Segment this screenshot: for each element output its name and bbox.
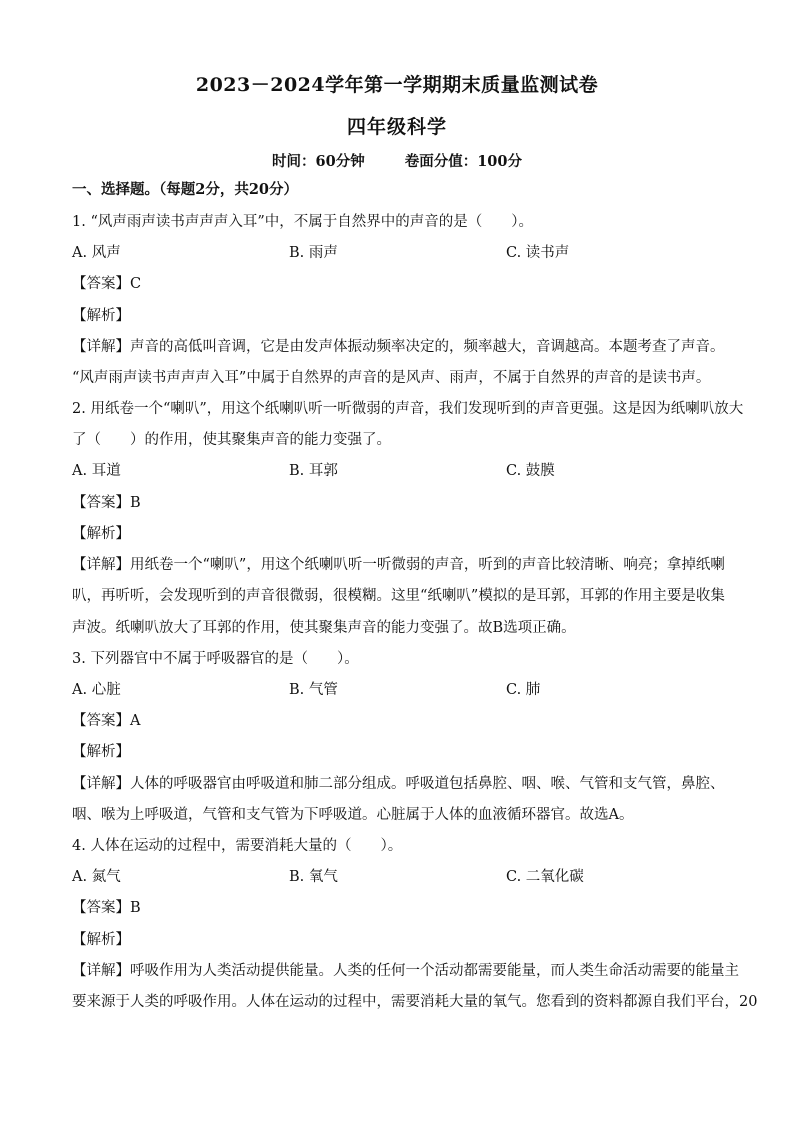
q2-stem-line: 2. 用纸卷一个“喇叭”，用这个纸喇叭听一听微弱的声音，我们发现听到的声音更强。这是因为纸喇叭放大 xyxy=(72,401,744,417)
exam-time: 时间：60分钟 xyxy=(272,153,365,170)
q4-option-c: C. 二氧化碳 xyxy=(506,869,584,885)
q2-detail-line: 【详解】用纸卷一个“喇叭”，用这个纸喇叭听一听微弱的声音，听到的声音比较清晰、响亮；拿掉纸喇 xyxy=(72,557,725,573)
q1-detail-line: “风声雨声读书声声声入耳”中属于自然界的声音的是风声、雨声，不属于自然界的声音的是读书声。 xyxy=(72,370,711,386)
q3-option-a: A. 心脏 xyxy=(72,682,121,698)
q2-answer: 【答案】B xyxy=(72,495,141,511)
q4-stem: 4. 人体在运动的过程中，需要消耗大量的（ ）。 xyxy=(72,838,403,854)
q3-analysis: 【解析】 xyxy=(72,744,130,760)
q4-option-b: B. 氧气 xyxy=(289,869,338,885)
q1-option-a: A. 风声 xyxy=(72,245,121,261)
q2-detail-line: 声波。纸喇叭放大了耳郭的作用，使其聚集声音的能力变强了。故B选项正确。 xyxy=(72,620,576,636)
q1-stem: 1. “风声雨声读书声声声入耳”中，不属于自然界中的声音的是（ ）。 xyxy=(72,214,534,230)
q1-detail-line: 【详解】声音的高低叫音调，它是由发声体振动频率决定的，频率越大，音调越高。本题考查了声音。 xyxy=(72,339,725,355)
q4-detail-line: 要来源于人类的呼吸作用。人体在运动的过程中，需要消耗大量的氧气。您看到的资料都源自我们平台，20 xyxy=(72,994,758,1010)
q2-detail-line: 叭，再听听，会发现听到的声音很微弱，很模糊。这里“纸喇叭”模拟的是耳郭，耳郭的作用主要是收集 xyxy=(72,588,725,604)
q1-option-c: C. 读书声 xyxy=(506,245,570,261)
section-heading: 一、选择题。（每题2分，共20分） xyxy=(72,181,299,198)
q3-option-b: B. 气管 xyxy=(289,682,338,698)
exam-score: 卷面分值：100分 xyxy=(404,153,522,170)
q4-analysis: 【解析】 xyxy=(72,932,130,948)
q2-option-b: B. 耳郭 xyxy=(289,463,338,479)
q3-stem: 3. 下列器官中不属于呼吸器官的是（ ）。 xyxy=(72,651,359,667)
q2-analysis: 【解析】 xyxy=(72,526,130,542)
q3-detail-line: 咽、喉为上呼吸道，气管和支气管为下呼吸道。心脏属于人体的血液循环器官。故选A。 xyxy=(72,807,634,823)
q3-answer: 【答案】A xyxy=(72,713,141,729)
q4-answer: 【答案】B xyxy=(72,900,141,916)
q2-stem-line: 了（ ）的作用，使其聚集声音的能力变强了。 xyxy=(72,432,391,448)
q1-answer: 【答案】C xyxy=(72,276,142,292)
q3-option-c: C. 肺 xyxy=(506,682,541,698)
exam-meta xyxy=(0,150,794,171)
q1-analysis: 【解析】 xyxy=(72,308,130,324)
q4-option-a: A. 氮气 xyxy=(72,869,121,885)
exam-title: 2023－2024学年第一学期期末质量监测试卷 xyxy=(195,74,599,96)
q3-detail-line: 【详解】人体的呼吸器官由呼吸道和肺二部分组成。呼吸道包括鼻腔、咽、喉、气管和支气管，鼻腔、 xyxy=(72,776,725,792)
q2-option-a: A. 耳道 xyxy=(72,463,121,479)
exam-subtitle: 四年级科学 xyxy=(346,116,447,138)
q4-detail-line: 【详解】呼吸作用为人类活动提供能量。人类的任何一个活动都需要能量，而人类生命活动需要的能量主 xyxy=(72,963,739,979)
q2-option-c: C. 鼓膜 xyxy=(506,463,555,479)
q1-option-b: B. 雨声 xyxy=(289,245,338,261)
